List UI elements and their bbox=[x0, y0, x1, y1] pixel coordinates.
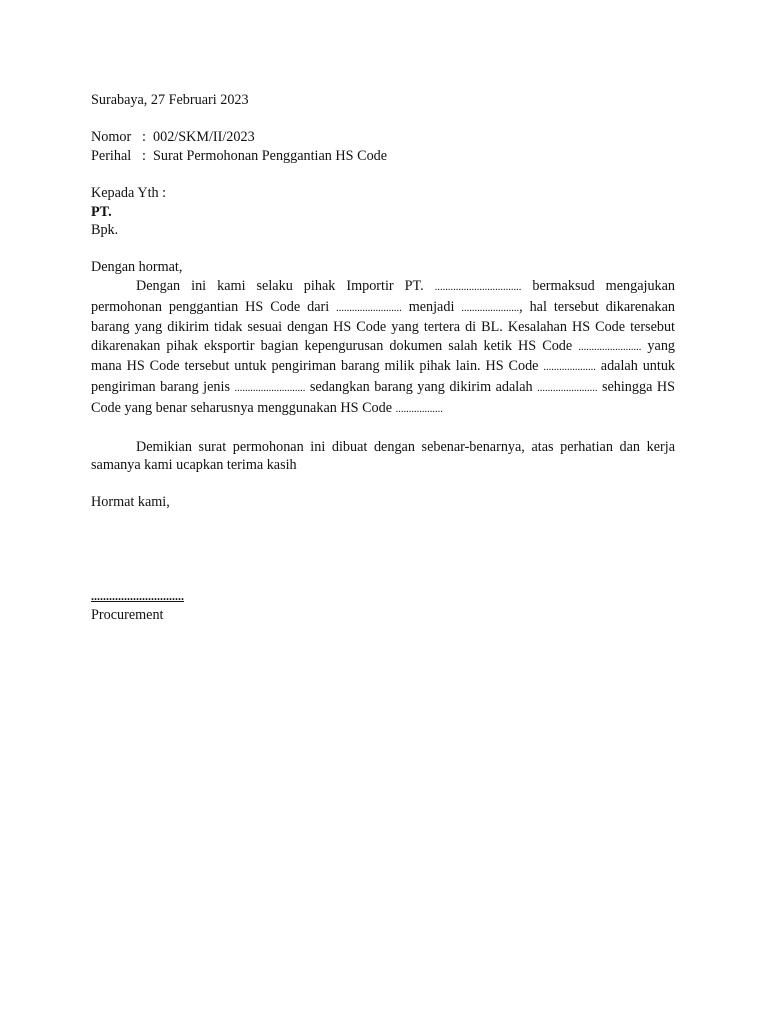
blank-field: ...................... bbox=[461, 302, 520, 314]
salutation: Dengan hormat, bbox=[91, 259, 183, 276]
letter-page bbox=[91, 91, 675, 624]
nomor-value: 002/SKM/II/2023 bbox=[153, 129, 255, 146]
body1-text-5: yang mana HS Code tersebut untuk pengiriman barang milik pihak lain. HS Code bbox=[91, 337, 676, 375]
body1-text-8: sehingga HS Code yang benar seharusnya menggunakan HS Code bbox=[91, 378, 676, 416]
recipient-attention: Bpk. bbox=[91, 222, 119, 239]
place-date: Surabaya, 27 Februari 2023 bbox=[91, 92, 249, 108]
body1-text-2: bermaksud mengajukan permohonan penggantian HS Code dari bbox=[91, 277, 676, 315]
signature-title: Procurement bbox=[91, 606, 164, 623]
blank-field: ....................... bbox=[537, 382, 598, 394]
blank-field: .................... bbox=[543, 362, 596, 374]
perihal-row bbox=[91, 147, 675, 166]
blank-field: ................................. bbox=[434, 281, 522, 293]
perihal-label: Perihal bbox=[91, 147, 132, 164]
nomor-colon: : bbox=[142, 129, 146, 146]
body1-text-4: , hal tersebut dikarenakan barang yang dikirim tidak sesuai dengan HS Code yang tertera di BL. Kesalahan HS Code tersebut dikarenakan pihak eksportir bagian kepengurusan dokumen salah ketik HS Code bbox=[91, 298, 676, 354]
closing: Hormat kami, bbox=[91, 494, 170, 511]
recipient-company: PT. bbox=[91, 203, 112, 220]
body-paragraph-1 bbox=[91, 277, 675, 419]
body1-text-3: menjadi bbox=[408, 298, 455, 315]
recipient-line: Kepada Yth : bbox=[91, 184, 167, 201]
perihal-value: Surat Permohonan Penggantian HS Code bbox=[153, 147, 388, 164]
blank-field: ........................ bbox=[578, 341, 642, 353]
blank-field: ......................... bbox=[336, 302, 402, 314]
blank-field: ........................... bbox=[234, 382, 306, 394]
body1-text-6: adalah untuk pengiriman barang jenis bbox=[91, 358, 676, 395]
blank-field: .................. bbox=[395, 403, 443, 415]
body-paragraph-2: Demikian surat permohonan ini dibuat dengan sebenar-benarnya, atas perhatian dan kerja samanya kami ucapkan terima kasih bbox=[91, 438, 675, 474]
nomor-label: Nomor bbox=[91, 129, 132, 146]
nomor-row bbox=[91, 128, 675, 147]
signature-line: ............................... bbox=[91, 589, 184, 604]
body1-text-7: sedangkan barang yang dikirim adalah bbox=[309, 378, 533, 395]
body1-text-1: Dengan ini kami selaku pihak Importir PT. bbox=[136, 277, 424, 294]
perihal-colon: : bbox=[142, 147, 146, 164]
